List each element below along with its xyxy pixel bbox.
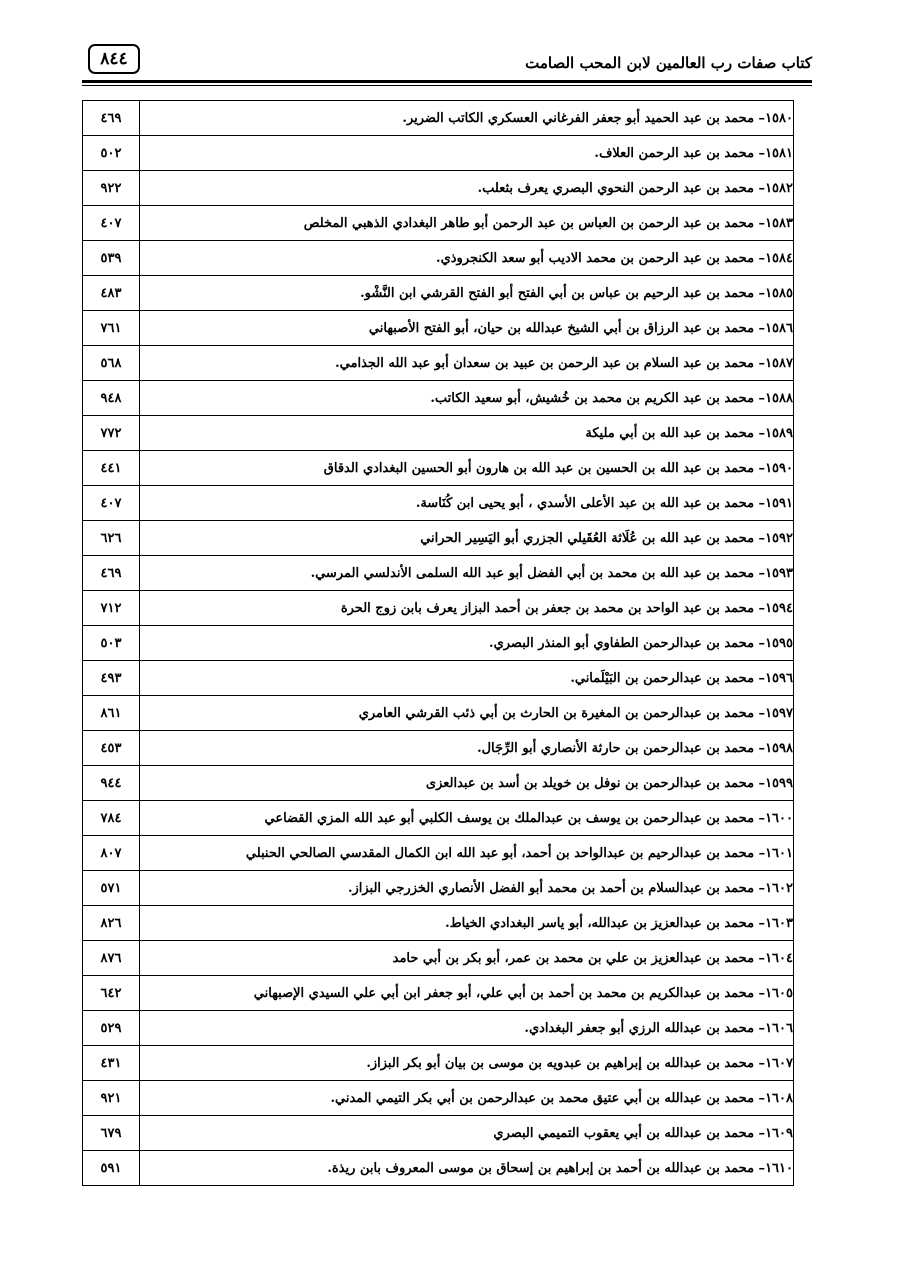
index-table bbox=[82, 100, 794, 1186]
entry-cell: ١٥٩١– محمد بن عبد الله بن عبد الأعلى الأسدي ، أبو يحيى ابن كُنَاسة. bbox=[140, 486, 794, 521]
table-row bbox=[83, 451, 794, 486]
page-ref-cell: ٥٩١ bbox=[83, 1151, 140, 1186]
table-row bbox=[83, 276, 794, 311]
entry-cell: ١٦٠٧– محمد بن عبدالله بن إبراهيم بن عبدويه بن موسى بن بيان أبو بكر البزاز. bbox=[140, 1046, 794, 1081]
entry-cell: ١٥٨١– محمد بن عبد الرحمن العلاف. bbox=[140, 136, 794, 171]
table-row bbox=[83, 346, 794, 381]
page-header bbox=[82, 40, 812, 82]
entry-cell: ١٥٩٩– محمد بن عبدالرحمن بن نوفل بن خويلد بن أسد بن عبدالعزى bbox=[140, 766, 794, 801]
page-ref-cell: ٤٣١ bbox=[83, 1046, 140, 1081]
entry-cell: ١٦٠٨– محمد بن عبدالله بن أبي عتيق محمد بن عبدالرحمن بن أبي بكر التيمي المدني. bbox=[140, 1081, 794, 1116]
entry-cell: ١٥٩٣– محمد بن عبد الله بن محمد بن أبي الفضل أبو عبد الله السلمى الأندلسي المرسي. bbox=[140, 556, 794, 591]
page-ref-cell: ٦٢٦ bbox=[83, 521, 140, 556]
page-ref-cell: ٦٤٢ bbox=[83, 976, 140, 1011]
table-row bbox=[83, 906, 794, 941]
header-rule-thick bbox=[82, 80, 812, 83]
entry-cell: ١٥٨٩– محمد بن عبد الله بن أبي مليكة bbox=[140, 416, 794, 451]
table-row bbox=[83, 1046, 794, 1081]
entry-cell: ١٦١٠– محمد بن عبدالله بن أحمد بن إبراهيم بن إسحاق بن موسى المعروف بابن ريذة. bbox=[140, 1151, 794, 1186]
entry-cell: ١٥٨٨– محمد بن عبد الكريم بن محمد بن خُشيش، أبو سعيد الكاتب. bbox=[140, 381, 794, 416]
entry-cell: ١٦٠٣– محمد بن عبدالعزيز بن عبدالله، أبو ياسر البغدادي الخياط. bbox=[140, 906, 794, 941]
table-row bbox=[83, 206, 794, 241]
entry-cell: ١٥٨٦– محمد بن عبد الرزاق بن أبي الشيخ عبدالله بن حيان، أبو الفتح الأصبهاني bbox=[140, 311, 794, 346]
page-ref-cell: ٥٧١ bbox=[83, 871, 140, 906]
table-row bbox=[83, 731, 794, 766]
entry-cell: ١٥٨٠– محمد بن عبد الحميد أبو جعفر الفرغاني العسكري الكاتب الضرير. bbox=[140, 101, 794, 136]
entry-cell: ١٥٩٦– محمد بن عبدالرحمن بن البَيْلَماني. bbox=[140, 661, 794, 696]
table-row bbox=[83, 1011, 794, 1046]
entry-cell: ١٦٠٢– محمد بن عبدالسلام بن أحمد بن محمد أبو الفضل الأنصاري الخزرجي البزاز. bbox=[140, 871, 794, 906]
page-ref-cell: ٨٢٦ bbox=[83, 906, 140, 941]
page-ref-cell: ٨٠٧ bbox=[83, 836, 140, 871]
page-ref-cell: ٤٠٧ bbox=[83, 486, 140, 521]
table-row bbox=[83, 136, 794, 171]
table-row bbox=[83, 556, 794, 591]
page-ref-cell: ٧٧٢ bbox=[83, 416, 140, 451]
page-number: ٨٤٤ bbox=[88, 44, 140, 74]
page-ref-cell: ٤٩٣ bbox=[83, 661, 140, 696]
entry-cell: ١٦٠٠– محمد بن عبدالرحمن بن يوسف بن عبدالملك بن يوسف الكلبي أبو عبد الله المزي القضاعي bbox=[140, 801, 794, 836]
table-row bbox=[83, 1151, 794, 1186]
page-ref-cell: ٩٢٢ bbox=[83, 171, 140, 206]
table-row bbox=[83, 871, 794, 906]
page-ref-cell: ٦٧٩ bbox=[83, 1116, 140, 1151]
page-ref-cell: ٥٠٢ bbox=[83, 136, 140, 171]
book-title: كتاب صفات رب العالمين لابن المحب الصامت bbox=[525, 54, 812, 72]
table-row bbox=[83, 1081, 794, 1116]
table-row bbox=[83, 836, 794, 871]
entry-cell: ١٥٩٧– محمد بن عبدالرحمن بن المغيرة بن الحارث بن أبي ذئب القرشي العامري bbox=[140, 696, 794, 731]
table-row bbox=[83, 661, 794, 696]
entry-cell: ١٦٠٤– محمد بن عبدالعزيز بن علي بن محمد بن عمر، أبو بكر بن أبي حامد bbox=[140, 941, 794, 976]
table-row bbox=[83, 241, 794, 276]
page-ref-cell: ٩٤٨ bbox=[83, 381, 140, 416]
page-ref-cell: ٥٢٩ bbox=[83, 1011, 140, 1046]
table-row bbox=[83, 101, 794, 136]
page-ref-cell: ٧٦١ bbox=[83, 311, 140, 346]
table-row bbox=[83, 591, 794, 626]
header-rule-thin bbox=[82, 85, 812, 86]
table-row bbox=[83, 486, 794, 521]
page-ref-cell: ٥٦٨ bbox=[83, 346, 140, 381]
entry-cell: ١٥٩٢– محمد بن عبد الله بن عُلَاثة العُقَيلي الجزري أبو اليَسِير الحراني bbox=[140, 521, 794, 556]
entry-cell: ١٥٨٤– محمد بن عبد الرحمن بن محمد الاديب أبو سعد الكنجروذي. bbox=[140, 241, 794, 276]
page-ref-cell: ٨٧٦ bbox=[83, 941, 140, 976]
table-row bbox=[83, 311, 794, 346]
entry-cell: ١٦٠٦– محمد بن عبدالله الرزي أبو جعفر البغدادي. bbox=[140, 1011, 794, 1046]
entry-cell: ١٦٠٩– محمد بن عبدالله بن أبي يعقوب التميمي البصري bbox=[140, 1116, 794, 1151]
table-row bbox=[83, 696, 794, 731]
page-ref-cell: ٨٦١ bbox=[83, 696, 140, 731]
table-row bbox=[83, 381, 794, 416]
entry-cell: ١٥٩٨– محمد بن عبدالرحمن بن حارثة الأنصاري أبو الرِّجَال. bbox=[140, 731, 794, 766]
table-row bbox=[83, 1116, 794, 1151]
table-row bbox=[83, 941, 794, 976]
table-row bbox=[83, 171, 794, 206]
entry-cell: ١٥٩٥– محمد بن عبدالرحمن الطفاوي أبو المنذر البصري. bbox=[140, 626, 794, 661]
entry-cell: ١٥٨٢– محمد بن عبد الرحمن النحوي البصري يعرف بثعلب. bbox=[140, 171, 794, 206]
table-row bbox=[83, 766, 794, 801]
index-table-body bbox=[83, 101, 794, 1186]
page-ref-cell: ٩٤٤ bbox=[83, 766, 140, 801]
page-ref-cell: ٤٨٣ bbox=[83, 276, 140, 311]
entry-cell: ١٥٩٤– محمد بن عبد الواحد بن محمد بن جعفر بن أحمد البزاز يعرف بابن زوج الحرة bbox=[140, 591, 794, 626]
page-ref-cell: ٥٠٣ bbox=[83, 626, 140, 661]
page-ref-cell: ٤٦٩ bbox=[83, 556, 140, 591]
page-ref-cell: ٩٢١ bbox=[83, 1081, 140, 1116]
table-row bbox=[83, 976, 794, 1011]
page-ref-cell: ٤٥٣ bbox=[83, 731, 140, 766]
table-row bbox=[83, 521, 794, 556]
page-ref-cell: ٤٤١ bbox=[83, 451, 140, 486]
table-row bbox=[83, 416, 794, 451]
page-ref-cell: ٧١٢ bbox=[83, 591, 140, 626]
page-ref-cell: ٤٠٧ bbox=[83, 206, 140, 241]
table-row bbox=[83, 801, 794, 836]
page-ref-cell: ٧٨٤ bbox=[83, 801, 140, 836]
entry-cell: ١٥٨٥– محمد بن عبد الرحيم بن عباس بن أبي الفتح أبو الفتح القرشي ابن النَّشْو. bbox=[140, 276, 794, 311]
entry-cell: ١٥٩٠– محمد بن عبد الله بن الحسين بن عبد الله بن هارون أبو الحسين البغدادي الدقاق bbox=[140, 451, 794, 486]
page-ref-cell: ٥٣٩ bbox=[83, 241, 140, 276]
page-ref-cell: ٤٦٩ bbox=[83, 101, 140, 136]
entry-cell: ١٦٠١– محمد بن عبدالرحيم بن عبدالواحد بن أحمد، أبو عبد الله ابن الكمال المقدسي الصالحي الحنبلي bbox=[140, 836, 794, 871]
table-row bbox=[83, 626, 794, 661]
entry-cell: ١٥٨٧– محمد بن عبد السلام بن عبد الرحمن بن عبيد بن سعدان أبو عبد الله الجذامي. bbox=[140, 346, 794, 381]
entry-cell: ١٥٨٣– محمد بن عبد الرحمن بن العباس بن عبد الرحمن أبو طاهر البغدادي الذهبي المخلص bbox=[140, 206, 794, 241]
entry-cell: ١٦٠٥– محمد بن عبدالكريم بن محمد بن أحمد بن أبي علي، أبو جعفر ابن أبي علي السيدي الإصبهاني bbox=[140, 976, 794, 1011]
